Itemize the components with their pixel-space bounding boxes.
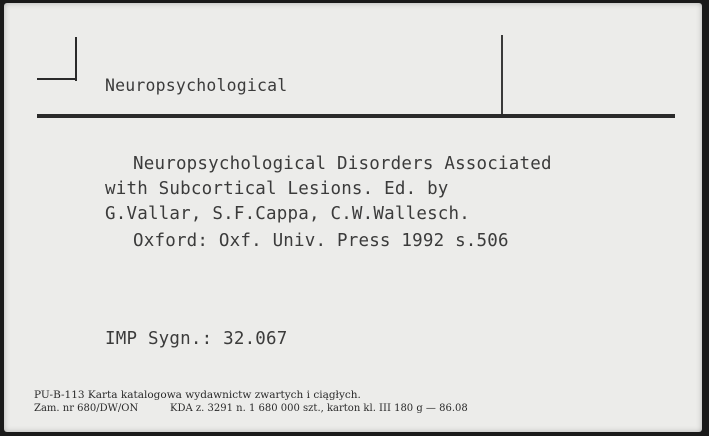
card-form-footer-line2: Zam. nr 680/DW/ON KDA z. 3291 n. 1 680 000 szt., karton kl. III 180 g — 86.08 <box>34 403 468 414</box>
entry-line-imprint: Oxford: Oxf. Univ. Press 1992 s.506 <box>133 231 509 251</box>
card-form-footer-line1: PU-B-113 Karta katalogowa wydawnictw zwartych i ciągłych. <box>34 389 361 401</box>
entry-line-subtitle: with Subcortical Lesions. Ed. by <box>105 179 449 199</box>
corner-mark-vertical <box>75 37 77 81</box>
top-rule-line <box>37 114 675 118</box>
entry-line-editors: G.Vallar, S.F.Cappa, C.W.Wallesch. <box>105 204 471 224</box>
catalog-card <box>4 3 702 432</box>
call-number: IMP Sygn.: 32.067 <box>105 329 288 349</box>
entry-line-title: Neuropsychological Disorders Associated <box>133 154 552 174</box>
subject-heading: Neuropsychological <box>105 76 288 95</box>
corner-mark-horizontal <box>37 78 77 80</box>
heading-divider-line <box>501 35 503 115</box>
